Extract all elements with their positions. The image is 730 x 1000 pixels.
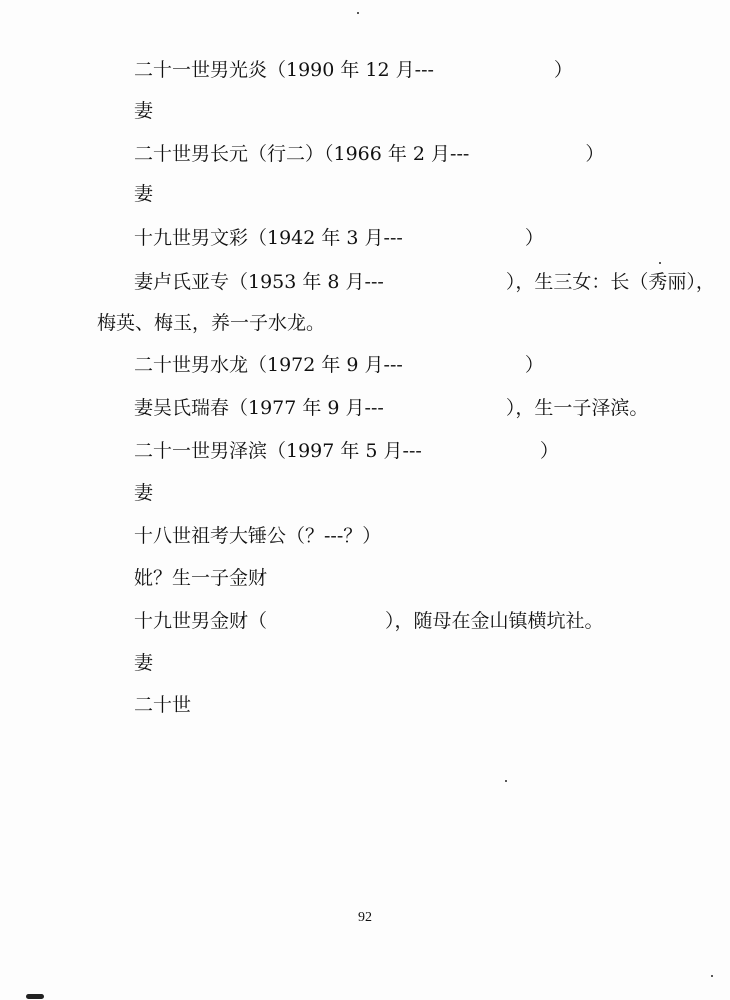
genealogy-entry: 十九世男文彩（1942 年 3 月--- ） bbox=[134, 227, 544, 249]
genealogy-entry: 妻 bbox=[134, 183, 154, 205]
genealogy-entry: 妻 bbox=[134, 100, 154, 122]
genealogy-entry: 十九世男金财（ ），随母在金山镇横坑社。 bbox=[134, 610, 604, 632]
genealogy-entry: 二十一世男光炎（1990 年 12 月--- ） bbox=[134, 59, 573, 81]
genealogy-entry: 二十世 bbox=[134, 694, 192, 716]
genealogy-entry: 妻 bbox=[134, 482, 154, 504]
genealogy-entry: 妣？生一子金财 bbox=[134, 567, 268, 589]
genealogy-entry: 二十世男长元（行二）（1966 年 2 月--- ） bbox=[134, 143, 605, 165]
genealogy-entry: 二十一世男泽滨（1997 年 5 月--- ） bbox=[134, 440, 559, 462]
genealogy-entry: 十八世祖考大锤公（？---？） bbox=[134, 525, 382, 547]
genealogy-entry: 妻 bbox=[134, 652, 154, 674]
genealogy-entry: 妻卢氏亚专（1953 年 8 月--- ），生三女：长（秀丽）， bbox=[134, 271, 715, 293]
genealogy-entry: 妻吴氏瑞春（1977 年 9 月--- ），生一子泽滨。 bbox=[134, 397, 649, 419]
genealogy-entry: 梅英、梅玉，养一子水龙。 bbox=[97, 312, 326, 334]
scan-speck bbox=[659, 262, 661, 264]
genealogy-entry: 二十世男水龙（1972 年 9 月--- ） bbox=[134, 354, 544, 376]
page-number: 92 bbox=[358, 910, 372, 925]
scan-speck bbox=[711, 975, 713, 977]
scan-speck bbox=[26, 994, 44, 999]
scan-speck bbox=[505, 780, 507, 782]
scan-speck bbox=[357, 12, 359, 14]
